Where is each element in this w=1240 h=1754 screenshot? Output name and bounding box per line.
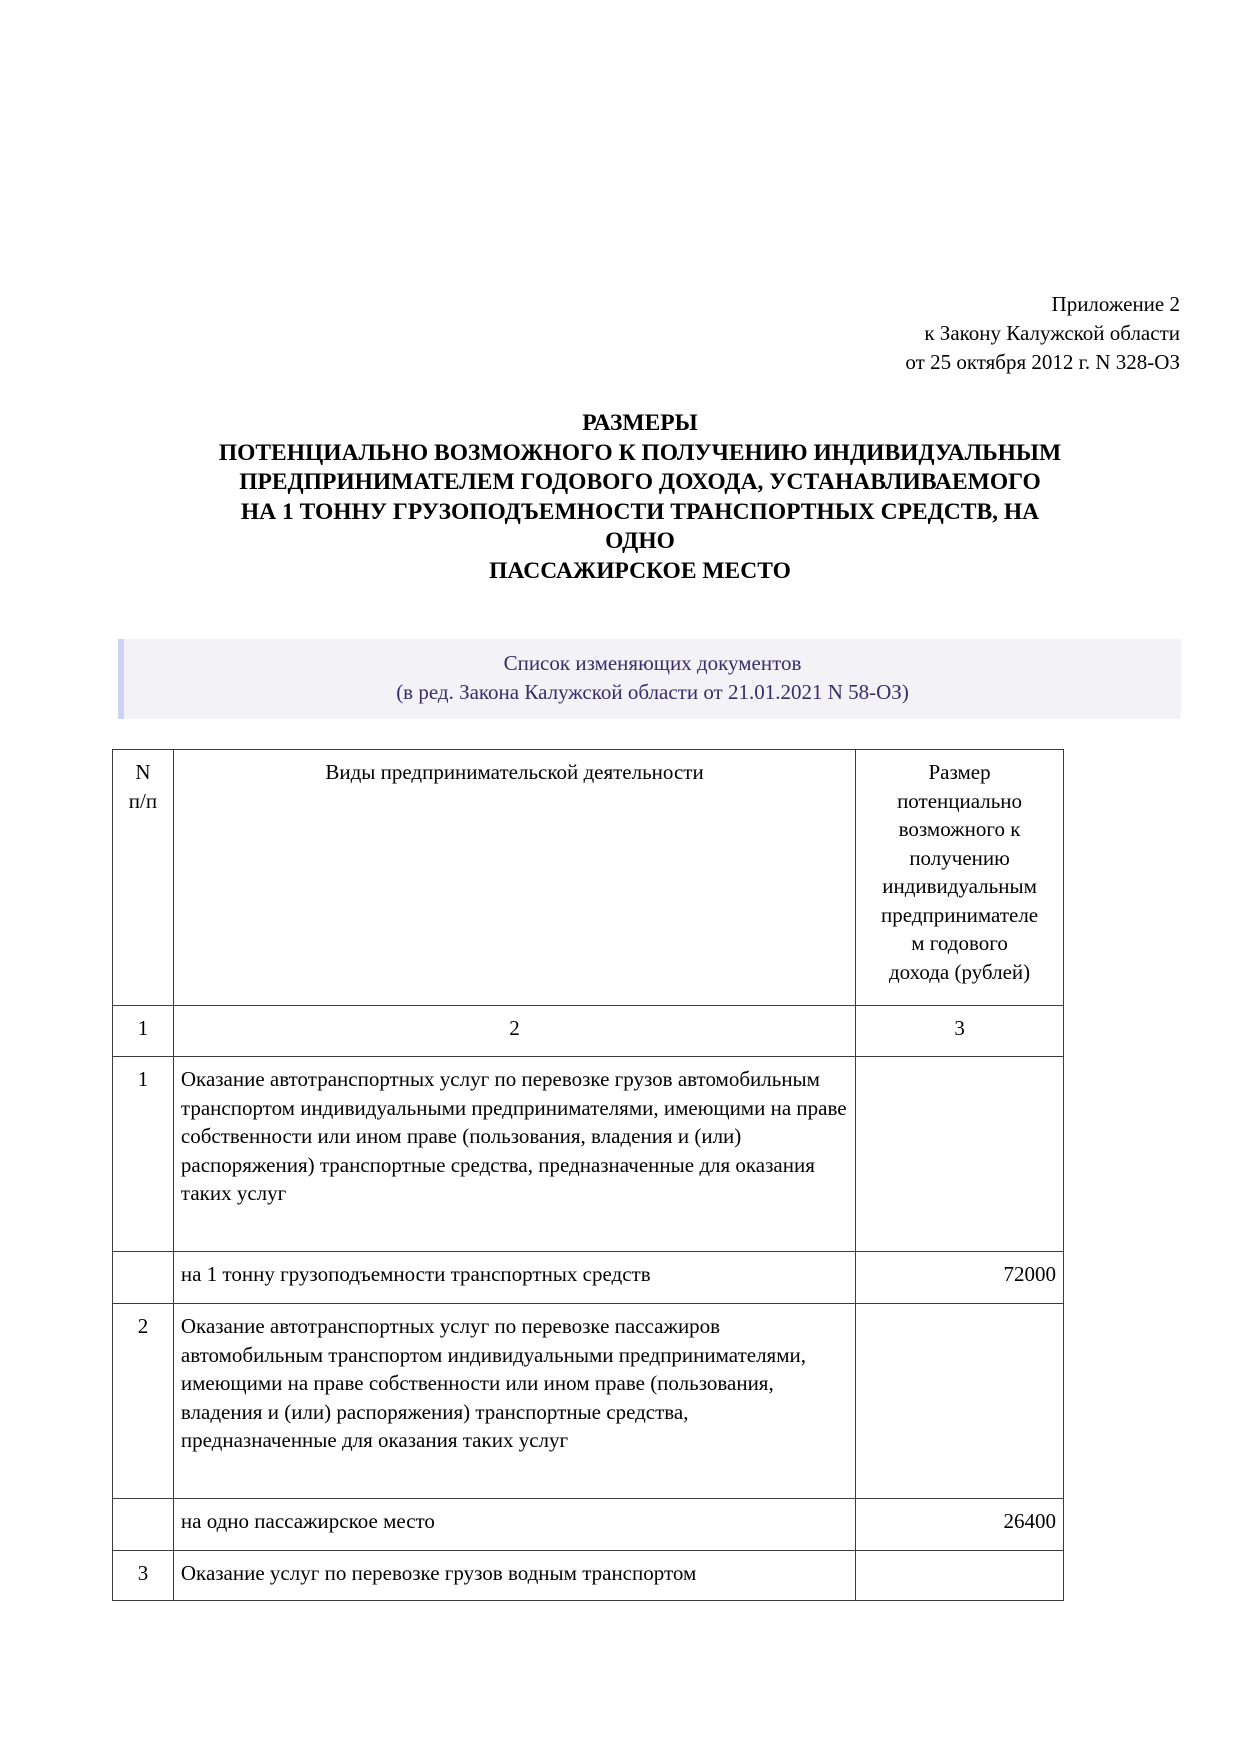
amendments-box [118, 639, 1181, 719]
column-index: 1 [113, 1006, 174, 1057]
table-row [113, 1304, 1064, 1499]
header-amount: Размер потенциально возможного к получению индивидуальным предпринимателе м годового дохода (рублей) [856, 750, 1064, 1006]
amendments-reference[interactable]: (в ред. Закона Калужской области от 21.01.2021 N 58-ОЗ) [396, 680, 909, 704]
column-index: 2 [173, 1006, 855, 1057]
title-line: ПОТЕНЦИАЛЬНО ВОЗМОЖНОГО К ПОЛУЧЕНИЮ ИНДИВИДУАЛЬНЫМ [218, 439, 1062, 466]
row-activity: Оказание автотранспортных услуг по перевозке грузов автомобильным транспортом индивидуальными предпринимателями, имеющими на праве собственности или ином праве (пользования, владения и (или) распоряжения) транспортные средства, предназначенные для оказания таких услуг [173, 1057, 855, 1252]
title-line: ОДНО [605, 528, 675, 554]
row-activity: на 1 тонну грузоподъемности транспортных средств [173, 1252, 855, 1304]
row-activity: Оказание автотранспортных услуг по перевозке пассажиров автомобильным транспортом индивидуальными предпринимателями, имеющими на праве собственности или ином праве (пользования, владения и (или) распоряжения) транспортные средства, предназначенные для оказания таких услуг [173, 1304, 855, 1499]
header-activity: Виды предпринимательской деятельности [173, 750, 855, 1006]
table-row [113, 1252, 1064, 1304]
income-table [112, 749, 1064, 1601]
row-number: 3 [113, 1551, 174, 1601]
appendix-reference [905, 290, 1180, 377]
row-activity: на одно пассажирское место [173, 1499, 855, 1551]
table-header-row [113, 750, 1064, 1006]
title-line: ПАССАЖИРСКОЕ МЕСТО [489, 557, 791, 584]
table-row [113, 1499, 1064, 1551]
document-title [100, 409, 1180, 586]
appendix-law-date: от 25 октября 2012 г. N 328-ОЗ [905, 350, 1180, 374]
row-number: 2 [113, 1304, 174, 1499]
column-index-row [113, 1006, 1064, 1057]
row-amount: 26400 [856, 1499, 1064, 1551]
row-amount [856, 1057, 1064, 1252]
row-amount [856, 1551, 1064, 1601]
appendix-number: Приложение 2 [1051, 292, 1180, 316]
amendments-heading: Список изменяющих документов [503, 651, 802, 675]
title-line: ПРЕДПРИНИМАТЕЛЕМ ГОДОВОГО ДОХОДА, УСТАНАВЛИВАЕМОГО [239, 469, 1041, 495]
row-number [113, 1252, 174, 1304]
title-line: РАЗМЕРЫ [582, 410, 698, 436]
row-amount: 72000 [856, 1252, 1064, 1304]
appendix-law: к Закону Калужской области [924, 321, 1180, 345]
column-index: 3 [856, 1006, 1064, 1057]
title-line: НА 1 ТОННУ ГРУЗОПОДЪЕМНОСТИ ТРАНСПОРТНЫХ СРЕДСТВ, НА [240, 498, 1040, 525]
row-number [113, 1499, 174, 1551]
row-number: 1 [113, 1057, 174, 1252]
header-num: N п/п [113, 750, 174, 1006]
table-row [113, 1551, 1064, 1601]
row-amount [856, 1304, 1064, 1499]
row-activity: Оказание услуг по перевозке грузов водным транспортом [173, 1551, 855, 1601]
table-row [113, 1057, 1064, 1252]
